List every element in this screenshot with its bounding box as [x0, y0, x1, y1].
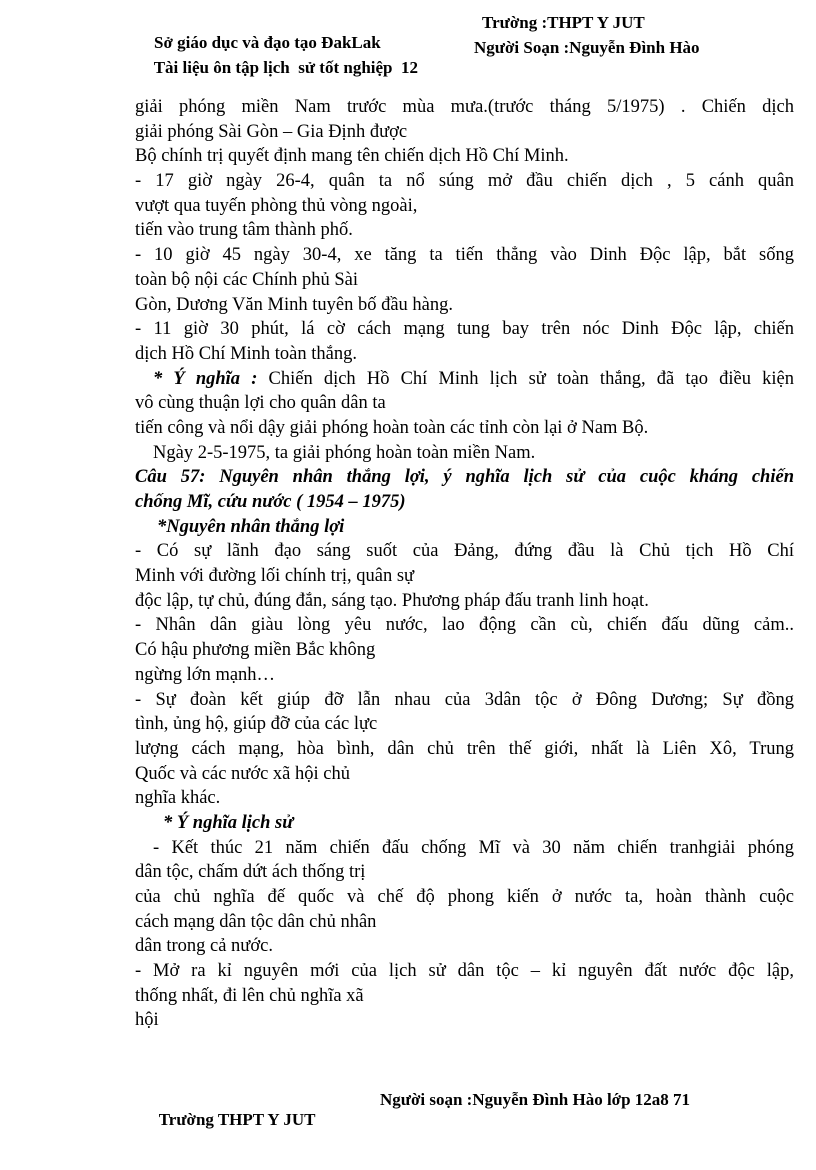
text-line: Có hậu phương miền Bắc không: [135, 640, 376, 661]
section-heading-meaning: * Ý nghĩa lịch sử: [163, 812, 294, 833]
text-line: dân tộc, chấm dứt ách thống trị: [135, 862, 366, 883]
text-line: - 11 giờ 30 phút, lá cờ cách mạng tung bay trên nóc Dinh Độc lập, chiến: [135, 319, 794, 340]
meaning-text: Chiến dịch Hồ Chí Minh lịch sử toàn thắng, đã tạo điều kiện: [257, 368, 794, 389]
footer-school: Trường THPT Y JUT: [158, 1110, 316, 1129]
header-school: Trường :THPT Y JUT: [482, 13, 645, 32]
section-heading-causes: *Nguyên nhân thắng lợi: [157, 516, 345, 537]
text-line: - Mở ra kỉ nguyên mới của lịch sử dân tộc – kỉ nguyên đất nước độc lập,: [135, 961, 794, 982]
text-line: Ngày 2-5-1975, ta giải phóng hoàn toàn miền Nam.: [153, 442, 536, 463]
header-author: Người Soạn :Nguyễn Đình Hào: [474, 38, 700, 57]
footer: [142, 1090, 691, 1170]
document-body: [135, 95, 794, 1033]
text-line: ngừng lớn mạnh…: [135, 664, 276, 685]
text-line: Minh với đường lối chính trị, quân sự: [135, 566, 415, 587]
text-line: dân trong cả nước.: [135, 936, 273, 957]
text-line: tiến vào trung tâm thành phố.: [135, 220, 353, 241]
text-line: - Sự đoàn kết giúp đỡ lẫn nhau của 3dân tộc ở Đông Dương; Sự đồng: [135, 689, 794, 710]
text-line: - Kết thúc 21 năm chiến đấu chống Mĩ và 30 năm chiến tranhgiải phóng: [153, 837, 794, 858]
text-line: Bộ chính trị quyết định mang tên chiến dịch Hồ Chí Minh.: [135, 146, 569, 167]
text-line: hội: [135, 1010, 159, 1031]
meaning-label: * Ý nghĩa :: [153, 368, 258, 389]
text-line: - 17 giờ ngày 26-4, quân ta nổ súng mở đầu chiến dịch , 5 cánh quân: [135, 171, 794, 192]
footer-author: Người soạn :Nguyễn Đình Hào lớp 12a8 71: [380, 1090, 691, 1109]
text-line: lượng cách mạng, hòa bình, dân chủ trên thế giới, nhất là Liên Xô, Trung: [135, 738, 794, 759]
text-line: tình, ủng hộ, giúp đỡ của các lực: [135, 714, 378, 735]
text-line: độc lập, tự chủ, đúng đắn, sáng tạo. Phương pháp đấu tranh linh hoạt.: [135, 590, 649, 611]
text-line: vượt qua tuyến phòng thủ vòng ngoài,: [135, 195, 418, 216]
text-line: toàn bộ nội các Chính phủ Sài: [135, 269, 358, 290]
text-line: Gòn, Dương Văn Minh tuyên bố đầu hàng.: [135, 294, 454, 315]
header-department: Sở giáo dục và đạo tạo ĐakLak: [154, 33, 381, 52]
text-line: cách mạng dân tộc dân chủ nhân: [135, 911, 377, 932]
meaning-paragraph-line: [135, 367, 794, 392]
text-line: Quốc và các nước xã hội chủ: [135, 763, 350, 784]
question-57-title-cont: chống Mĩ, cứu nước ( 1954 – 1975): [135, 492, 406, 512]
header-document-title: Tài liệu ôn tập lịch sử tốt nghiệp 12: [153, 58, 418, 77]
text-line: vô cùng thuận lợi cho quân dân ta: [135, 393, 386, 414]
text-line: - 10 giờ 45 ngày 30-4, xe tăng ta tiến thẳng vào Dinh Độc lập, bắt sống: [135, 245, 794, 266]
text-line: giải phóng miền Nam trước mùa mưa.(trước tháng 5/1975) . Chiến dịch: [135, 97, 794, 117]
text-line: - Nhân dân giàu lòng yêu nước, lao động cần cù, chiến đấu dũng cảm..: [135, 615, 794, 636]
text-line: thống nhất, đi lên chủ nghĩa xã: [135, 985, 364, 1006]
text-line: giải phóng Sài Gòn – Gia Định được: [135, 121, 408, 142]
text-line: dịch Hồ Chí Minh toàn thắng.: [135, 343, 357, 364]
text-line: tiến công và nổi dậy giải phóng hoàn toàn các tỉnh còn lại ở Nam Bộ.: [135, 417, 649, 438]
text-line: - Có sự lãnh đạo sáng suốt của Đảng, đứng đầu là Chủ tịch Hồ Chí: [135, 541, 794, 562]
text-line: nghĩa khác.: [135, 788, 221, 809]
question-57-title: Câu 57: Nguyên nhân thắng lợi, ý nghĩa lịch sử của cuộc kháng chiến: [135, 467, 794, 488]
text-line: của chủ nghĩa đế quốc và chế độ phong kiến ở nước ta, hoàn thành cuộc: [135, 887, 794, 907]
